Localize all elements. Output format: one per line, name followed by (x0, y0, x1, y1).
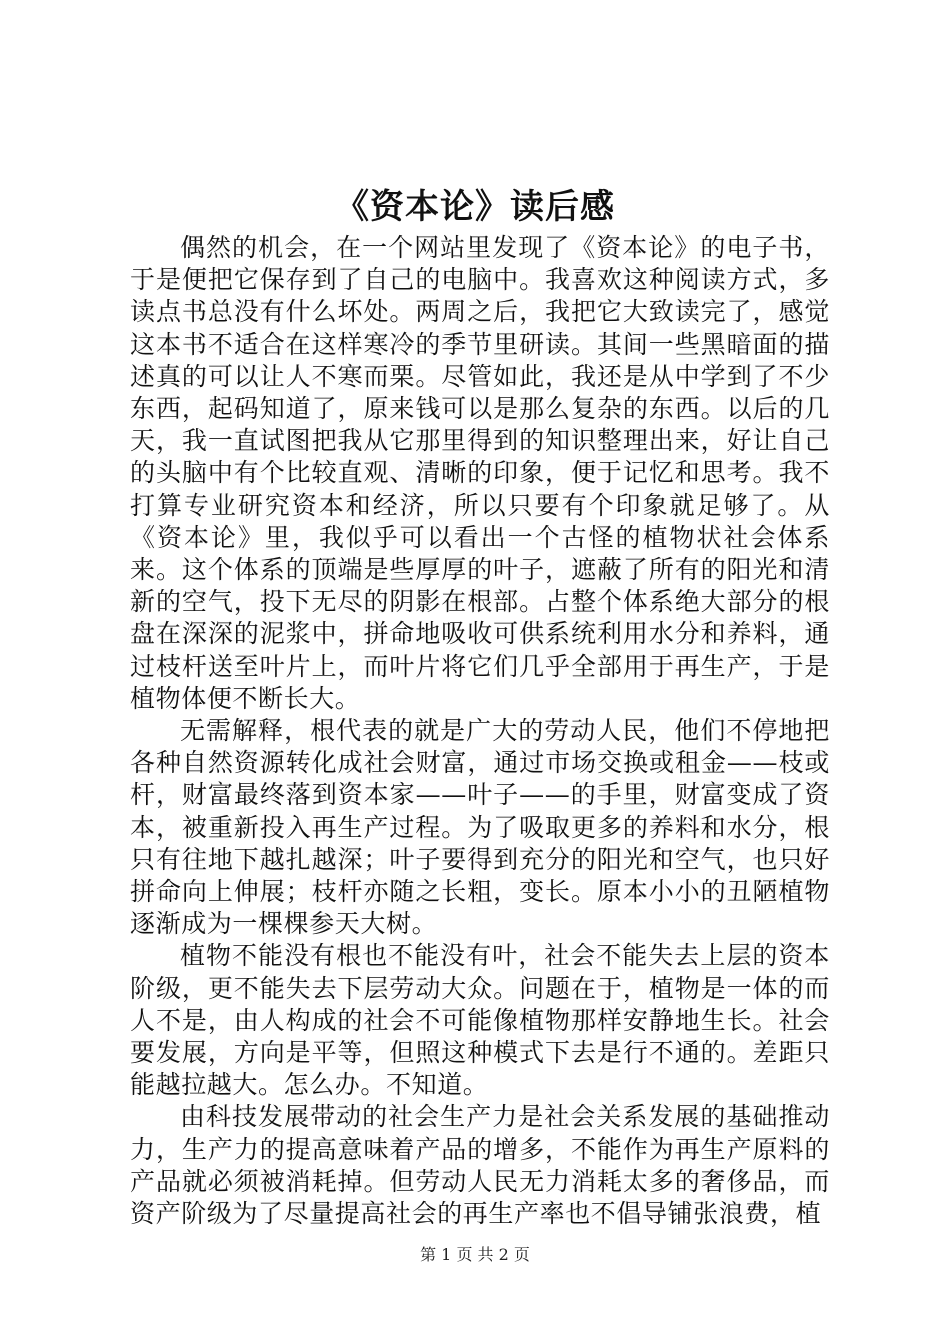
document-body (130, 232, 830, 1230)
document-title: 《资本论》读后感 (335, 187, 615, 227)
paragraph-2: 无需解释，根代表的就是广大的劳动人民，他们不停地把各种自然资源转化成社会财富，通过市场交换或租金——枝或杆，财富最终落到资本家——叶子——的手里，财富变成了资本，被重新投入再生产过程。为了吸取更多的养料和水分，根只有往地下越扎越深；叶子要得到充分的阳光和空气，也只好拼命向上伸展；枝杆亦随之长粗，变长。原本小小的丑陋植物逐渐成为一棵棵参天大树。 (130, 716, 830, 939)
paragraph-1: 偶然的机会，在一个网站里发现了《资本论》的电子书，于是便把它保存到了自己的电脑中。我喜欢这种阅读方式，多读点书总没有什么坏处。两周之后，我把它大致读完了，感觉这本书不适合在这样寒冷的季节里研读。其间一些黑暗面的描述真的可以让人不寒而栗。尽管如此，我还是从中学到了不少东西，起码知道了，原来钱可以是那么复杂的东西。以后的几天，我一直试图把我从它那里得到的知识整理出来，好让自己的头脑中有个比较直观、清晰的印象，便于记忆和思考。我不打算专业研究资本和经济，所以只要有个印象就足够了。从《资本论》里，我似乎可以看出一个古怪的植物状社会体系来。这个体系的顶端是些厚厚的叶子，遮蔽了所有的阳光和清新的空气，投下无尽的阴影在根部。占整个体系绝大部分的根盘在深深的泥浆中，拼命地吸收可供系统利用水分和养料，通过枝杆送至叶片上，而叶片将它们几乎全部用于再生产，于是植物体便不断长大。 (130, 233, 830, 713)
page-footer: 第 1 页 共 2 页 (420, 1245, 530, 1264)
paragraph-3: 植物不能没有根也不能没有叶，社会不能失去上层的资本阶级，更不能失去下层劳动大众。问题在于，植物是一体的而人不是，由人构成的社会不可能像植物那样安静地生长。社会要发展，方向是平等，但照这种模式下去是行不通的。差距只能越拉越大。怎么办。不知道。 (130, 941, 830, 1100)
paragraph-4: 由科技发展带动的社会生产力是社会关系发展的基础推动力，生产力的提高意味着产品的增多，不能作为再生产原料的产品就必须被消耗掉。但劳动人民无力消耗太多的奢侈品，而资产阶级为了尽量提高社会的再生产率也不倡导铺张浪费，植 (130, 1102, 830, 1229)
